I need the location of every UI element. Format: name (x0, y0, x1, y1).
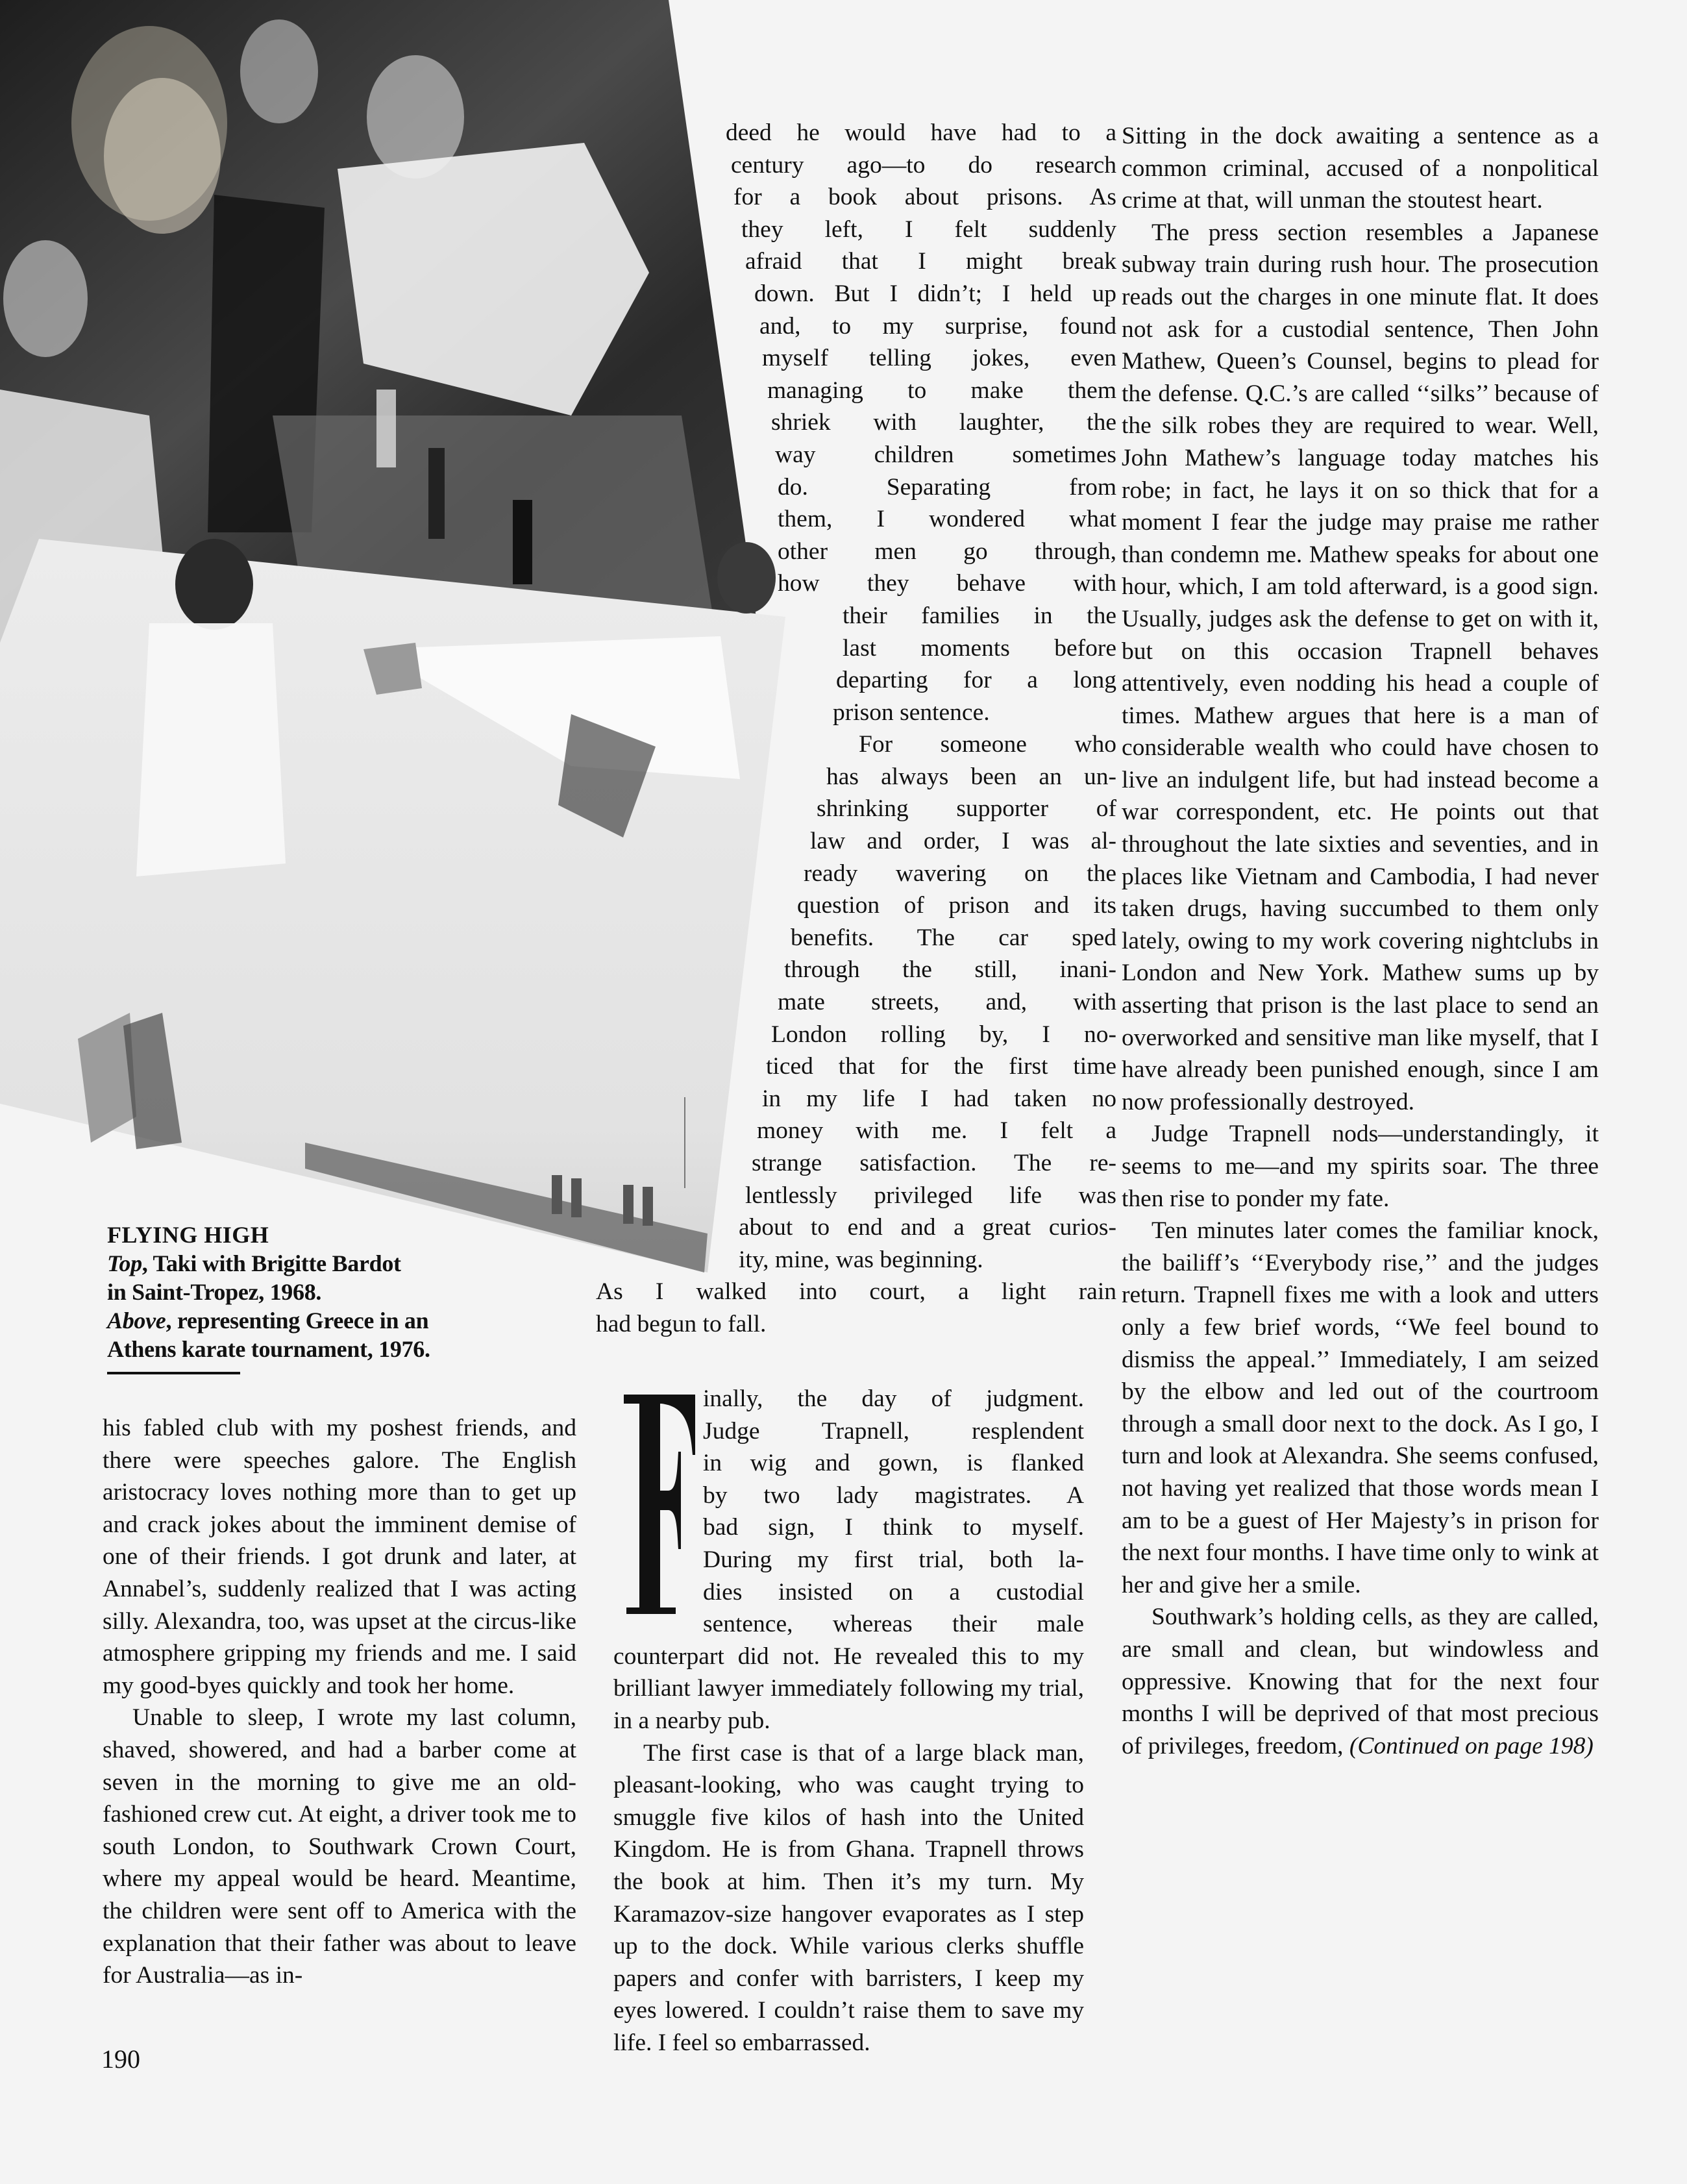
continued-link[interactable]: (Continued on page 198) (1349, 1732, 1594, 1759)
paragraph: his fabled club with my poshest friends, and there were speeches galore. The English aristocracy loves nothing more than to get up and crack jokes about the imminent demise of one of their friends. I got drunk and later, at Annabel’s, suddenly realized that I was acting silly. Alexandra, too, was upset at the circus-like atmosphere gripping my friends and me. I said my good-byes quickly and took her home. (103, 1415, 576, 1699)
text-line: lentlessly privileged life was (745, 1182, 1116, 1209)
text-line: in wig and gown, is flanked (703, 1450, 1084, 1477)
karate-photo (0, 539, 785, 1272)
text-line: managing to make them (767, 377, 1116, 404)
text-line: myself telling jokes, even (762, 345, 1116, 372)
text-line: inally, the day of judgment. (703, 1385, 1084, 1412)
text-line: law and order, I was al- (810, 828, 1116, 855)
photo-collage (0, 0, 844, 1298)
text-line: mate streets, and, with (778, 989, 1116, 1016)
text-line: has always been an un- (826, 763, 1116, 790)
text-line: do. Separating from (778, 473, 1116, 501)
text-line: how they behave with (778, 570, 1116, 597)
text-line: shriek with laughter, the (771, 409, 1116, 436)
text-line: During my first trial, both la- (703, 1546, 1084, 1573)
text-line: for a book about prisons. As (733, 184, 1116, 211)
caption-line: Above, representing Greece in an (107, 1308, 429, 1334)
paragraph-text: Southwark’s holding cells, as they are called, are small and clean, but windowless and oppressive. Knowing that for the next four months I will be deprived of that most precious of privileges, freedom, (1122, 1604, 1599, 1759)
text-line: in my life I had taken no (762, 1085, 1116, 1112)
text-line: question of prison and its (797, 892, 1116, 919)
caption-heading: FLYING HIGH (107, 1222, 269, 1248)
text-line: century ago—to do research (731, 151, 1116, 179)
caption-line: Athens karate tournament, 1976. (107, 1336, 430, 1362)
middle-column-top (596, 117, 1116, 1341)
text-line: them, I wondered what (778, 506, 1116, 533)
paragraph (1122, 1601, 1599, 1762)
text-line: benefits. The car sped (791, 924, 1116, 951)
text-line: Judge Trapnell, resplendent (703, 1417, 1084, 1445)
text-line: money with me. I felt a (757, 1117, 1116, 1145)
text-line: For someone who (859, 731, 1116, 758)
text-line: their families in the (843, 602, 1116, 629)
text-line: sentence, whereas their male (703, 1611, 1084, 1638)
paragraph: Unable to sleep, I wrote my last column, shaved, showered, and had a barber come at seven in the morning to give me an old-fashioned crew cut. At eight, a driver took me to south London, to Southwark Crown Court, where my appeal would be heard. Meantime, the children were sent off to America with the explanation that their father was about to leave for Australia—as in- (103, 1704, 576, 1989)
text-line: about to end and a great curios- (739, 1214, 1116, 1241)
text-line: down. But I didn’t; I held up (754, 280, 1116, 307)
text-line: shrinking supporter of (817, 795, 1116, 823)
text-line: through the still, inani- (784, 956, 1116, 984)
drop-cap-letter (622, 1393, 695, 1614)
text-line: they left, I felt suddenly (741, 216, 1116, 243)
fighter-head-left (175, 539, 253, 630)
text-line: As I walked into court, a light rain (596, 1278, 1116, 1306)
text-line: deed he would have had to a (726, 119, 1116, 146)
text-line: prison sentence. (833, 699, 990, 726)
text-line: dies insisted on a custodial (703, 1578, 1084, 1606)
text-line: strange satisfaction. The re- (752, 1150, 1116, 1176)
text-line: ity, mine, was beginning. (739, 1246, 983, 1273)
text-line: way children sometimes (775, 441, 1116, 468)
caption-line: Top, Taki with Brigitte Bardot (107, 1250, 401, 1276)
text-line: by two lady magistrates. A (703, 1482, 1084, 1509)
caption-divider (107, 1372, 240, 1374)
text-line: departing for a long (836, 667, 1116, 694)
text-line: bad sign, I think to myself. (703, 1514, 1084, 1541)
photo-caption (107, 1221, 471, 1363)
text-line: last moments before (843, 634, 1116, 662)
paragraph: counterpart did not. He revealed this to my brilliant lawyer immediately following my trial, in a nearby pub. (613, 1643, 1084, 1734)
page-number: 190 (101, 2044, 140, 2074)
paragraph: The first case is that of a large black man, pleasant-looking, who was caught trying to smuggle five kilos of hash into the United Kingdom. He is from Ghana. Trapnell throws the book at him. Then it’s my turn. My Karamazov-size hangover evaporates as I step up to the dock. While various clerks shuffle papers and confer with barristers, I keep my eyes lowered. I couldn’t raise them to save my life. I feel so embarrassed. (613, 1739, 1084, 2056)
text-line: other men go through, (778, 538, 1116, 565)
right-column (1122, 120, 1599, 1762)
paragraph: Sitting in the dock awaiting a sentence as a common criminal, accused of a nonpolitical crime at that, will unman the stoutest heart. (1122, 123, 1599, 214)
left-column (103, 1412, 576, 1992)
text-line: and, to my surprise, found (759, 312, 1116, 340)
text-line: had begun to fall. (596, 1310, 767, 1337)
text-line: afraid that I might break (745, 248, 1116, 275)
paragraph: The press section resembles a Japanese subway train during rush hour. The prosecution reads out the charges in one minute flat. It does not ask for a custodial sentence, Then John Mathew, Queen’s Counsel, begins to plead for the defense. Q.C.’s are called ‘‘silks’’ because of the silk robes they are required to wear. Well, John Mathew’s language today matches his robe; in fact, he lays it on so thick that for a moment I fear the judge may praise me rather than condemn me. Mathew speaks for about one hour, which, I am told afterward, is a good sign. Usually, judges ask the defense to get on with it, but on this occasion Trapnell behaves attentively, even nodding his head a couple of times. Mathew argues that here is a man of considerable wealth who could have chosen to live an indulgent life, but had instead become a war correspondent, etc. He points out that throughout the late sixties and seventies, and in places like Vietnam and Cambodia, I had never taken drugs, having succumbed to them only lately, owing to my work covering nightclubs in London and New York. Mathew sums up by asserting that prison is the last place to send an overworked and sensitive man like myself, that I have already been punished enough, since I am now professionally destroyed. (1122, 219, 1599, 1115)
text-line: ticed that for the first time (766, 1053, 1116, 1080)
paragraph: Judge Trapnell nods—understandingly, it seems to me—and my spirits soar. The three then rise to ponder my fate. (1122, 1121, 1599, 1212)
caption-line: in Saint-Tropez, 1968. (107, 1279, 322, 1305)
text-line: ready wavering on the (804, 860, 1116, 887)
text-line: London rolling by, I no- (771, 1021, 1116, 1048)
drop-cap-F (624, 1395, 695, 1614)
middle-column-bottom (613, 1383, 1084, 2059)
paragraph: Ten minutes later comes the familiar knock, the bailiff’s ‘‘Everybody rise,’’ and the judges return. Trapnell fixes me with a look and utters only a few brief words, ‘‘We feel bound to dismiss the appeal.’’ Immediately, I am seized by the elbow and led out of the courtroom through a small door next to the dock. As I go, I turn and look at Alexandra. She seems confused, not having yet realized that those words mean I am to be a guest of Her Majesty’s in prison for the next four months. I have time only to wink at her and give her a smile. (1122, 1217, 1599, 1598)
